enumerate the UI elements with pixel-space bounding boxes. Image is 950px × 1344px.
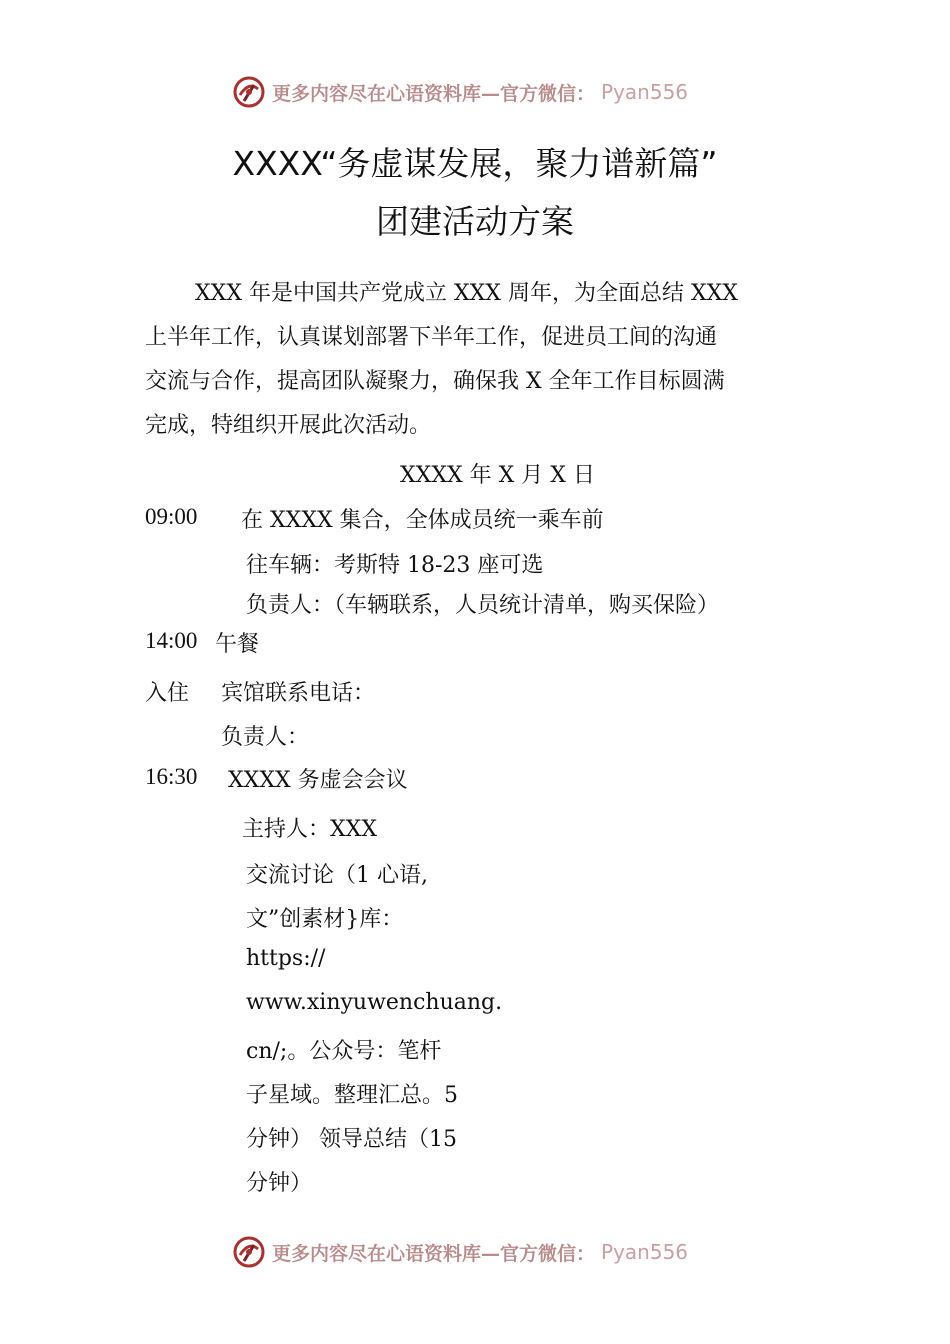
schedule-time: 16:30 bbox=[145, 764, 198, 789]
intro-line: 完成，特组织开展此次活动。 bbox=[145, 413, 432, 438]
footer-watermark bbox=[232, 1234, 688, 1270]
logo-icon bbox=[232, 1235, 266, 1269]
schedule-text: cn/;。公众号：笔杆 bbox=[246, 1039, 442, 1064]
schedule-text: 负责人： bbox=[221, 725, 310, 750]
document-title-line1: XXXX“务虚谋发展，聚力谱新篇” bbox=[232, 144, 718, 183]
schedule-text: 交流讨论（1 心语, bbox=[246, 863, 428, 888]
schedule-text: 在 XXXX 集合，全体成员统一乘车前 bbox=[241, 508, 604, 533]
schedule-text: 负责人：（车辆联系，人员统计清单，购买保险） bbox=[246, 593, 720, 618]
intro-line: 交流与合作，提高团队凝聚力，确保我 X 全年工作目标圆满 bbox=[145, 369, 725, 394]
document-title-line2: 团建活动方案 bbox=[376, 202, 574, 241]
schedule-text: https:// bbox=[246, 946, 326, 971]
meeting-host: 主持人：XXX bbox=[242, 817, 377, 842]
watermark-wechat-id: Pyan556 bbox=[601, 1240, 689, 1264]
schedule-text: 分钟） 领导总结（15 bbox=[246, 1127, 457, 1152]
intro-line: XXX 年是中国共产党成立 XXX 周年，为全面总结 XXX bbox=[195, 281, 738, 306]
watermark-text: 更多内容尽在心语资料库—官方微信： bbox=[272, 82, 596, 105]
schedule-text: 往车辆：考斯特 18-23 座可选 bbox=[246, 553, 544, 578]
schedule-text: 午餐 bbox=[215, 632, 260, 657]
schedule-text: www.xinyuwenchuang. bbox=[246, 990, 503, 1015]
schedule-time: 14:00 bbox=[145, 628, 198, 653]
watermark-wechat-id: Pyan556 bbox=[601, 80, 689, 104]
schedule-time: 09:00 bbox=[145, 504, 198, 529]
schedule-text: 宾馆联系电话： bbox=[221, 681, 376, 706]
schedule-text: XXXX 务虚会会议 bbox=[228, 768, 408, 793]
schedule-text: 文”创素材}库： bbox=[246, 907, 404, 932]
event-date: XXXX 年 X 月 X 日 bbox=[400, 463, 595, 488]
intro-line: 上半年工作，认真谋划部署下半年工作，促进员工间的沟通 bbox=[145, 325, 718, 350]
schedule-text: 分钟） bbox=[246, 1171, 313, 1196]
schedule-text: 子星域。整理汇总。5 bbox=[246, 1083, 458, 1108]
header-watermark bbox=[232, 74, 688, 110]
logo-icon bbox=[232, 75, 266, 109]
watermark-text: 更多内容尽在心语资料库—官方微信： bbox=[272, 1242, 596, 1265]
schedule-label: 入住 bbox=[145, 681, 190, 706]
